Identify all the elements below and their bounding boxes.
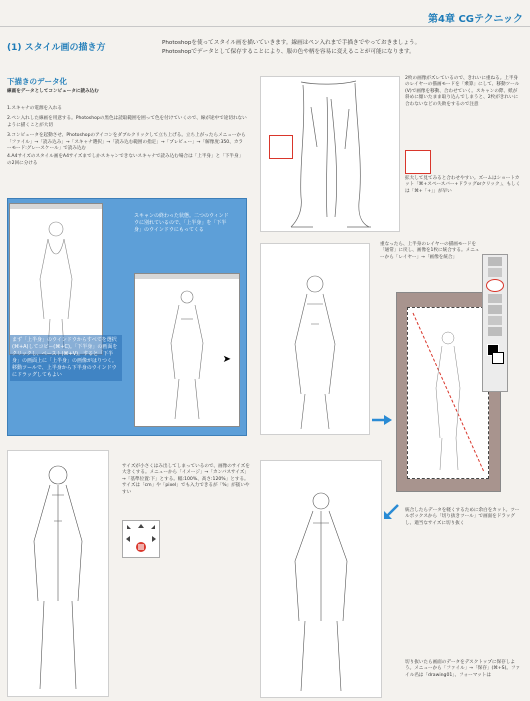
upper-body-window[interactable]: [9, 203, 103, 355]
red-selection-box: [269, 135, 293, 159]
scan-done-callout: スキャンの終わった状態。二つのウィンドウに別れているので、「上半身」を「下半身」のウインドウにもってくる: [134, 213, 229, 233]
arrow-right-icon: [372, 410, 392, 420]
tool-lasso-icon[interactable]: [488, 268, 502, 277]
merge-windows-callout: まず「上半身」のウインドウからすべてを選択(⌘+A)してコピー(⌘+C)。「下半身」の画面をクリックし、ペースト(⌘+V)。すると「下半身」の画面上に「上半身」の画像がはりつく。移動ツールで、上半身から下半身のウインドウにドラッグしてもよい: [10, 335, 122, 381]
tool-crop-icon[interactable]: [486, 279, 504, 292]
step-3: 3.コンピュータを起動させ、Photoshopのアイコンをダブルクリックして立ち上げる。立ち上がったらメニューから「ファイル」→「読み込み」→「スキャナ選択」→「読み込む範囲の指定」→「プレビュー」→「解像度:350、カラーモード:グレースケール」で読み込む: [7, 133, 246, 152]
upper-body-sketch: [10, 209, 102, 354]
zoom-detail-box: [405, 150, 431, 174]
section-number: (1): [7, 43, 22, 53]
tool-palette: [482, 254, 508, 392]
intro-line-2: Photoshopでデータとして保存することにより、服の色や柄を容易に変えることが可能になります。: [162, 48, 415, 55]
jacket-figure-sketch: [261, 461, 381, 697]
step-1: 1.スキャナの電源を入れる: [7, 106, 62, 111]
section-title-text: スタイル画の描き方: [24, 43, 106, 53]
jacket-figure-panel: [260, 460, 382, 698]
crop-inner: [407, 307, 489, 479]
intro-line-1: Photoshopを使ってスタイル画を描いていきます。線画はペン入れまで手描きでやっておきましょう。: [162, 40, 421, 46]
step-2: 2.ペン入れした線画を用意する。Photoshopの黒色は読取範囲を囲って色を付けていくので、線が途中で途切れないように描くことが大切: [7, 116, 247, 128]
lower-body-window[interactable]: [134, 273, 240, 427]
crop-note: 統合したらデータを軽くするために余白をカット。ツールボックスから「切り抜きツール」で画面をドラッグし、適当なサイズに切り抜く: [405, 508, 520, 526]
header-rule: [0, 26, 530, 27]
tool-move-icon[interactable]: [488, 257, 502, 266]
full-figure-panel: [7, 450, 109, 697]
tool-hand-icon[interactable]: [488, 327, 502, 336]
cursor-arrow-icon: ➤: [222, 354, 231, 365]
merged-figure-sketch: [261, 244, 369, 434]
section-intro: [162, 39, 522, 56]
crop-figure-sketch: [408, 308, 488, 478]
tool-eraser-icon[interactable]: [488, 305, 502, 314]
zoom-tip-note: 拡大して見てみると合わせやすい。ズームはショートカット「⌘+スペースバー+ドラッグorクリック」、もしくは「⌘+「+」」が早い: [405, 176, 521, 194]
section-title: [7, 40, 105, 53]
arrow-down-left-icon: [382, 503, 400, 521]
photoshop-screen: [7, 198, 247, 436]
save-note: 切り抜いたら画面のデータをデスクトップに保存しよう。メニューから「ファイル」→「保存」(⌘+S)。ファイル名は「drawing01」、フォーマットは: [405, 660, 521, 678]
steps-list: [7, 106, 247, 167]
full-figure-sketch: [8, 451, 108, 696]
merge-layers-note: 重なったら、上半身のレイヤーの描画モードを「通常」に戻し、画像を1枚に統合する。メニューから「レイヤー」→「画像を統合」: [380, 242, 480, 260]
anchor-grid[interactable]: [122, 520, 160, 558]
tool-type-icon[interactable]: [488, 316, 502, 325]
lower-body-sketch: [135, 279, 239, 426]
subsection-title: 下描きのデータ化: [7, 77, 67, 86]
subsection-lead: 線画をデータとしてコンピュータに読み込む: [7, 89, 99, 94]
pants-figure-panel: [260, 76, 400, 232]
offset-fix-note: 2枚の画像がズレているので、きれいに重ねる。上半身のレイヤーの描画モードを「乗算」にして、移動ツール(V)で画像を移動、合わせていく。スキャンの際、紙が斜めに傾いたまま取り込んでしまうと、2枚がきれいに合わないなどの失敗をするので注意: [405, 76, 520, 107]
tool-brush-icon[interactable]: [488, 294, 502, 303]
chapter-header: 第4章 CGテクニック: [428, 14, 523, 25]
canvas-size-note: サイズが小さくはみ出してしまっているので、画像のサイズを大きくする。メニューから「イメージ」→「カンバスサイズ」→「基準位置:下」とする。幅:100%、高さ:120%」とする。サイズは「cm」や「pixel」でも入力できるが「%」が扱いやすい: [122, 464, 250, 495]
step-4: 4.A4サイズのスタイル画をA4サイズまでしかスキャンできないスキャナで読み込む場合は「上半身」と「下半身」の2回に分ける: [7, 154, 244, 166]
merged-figure-panel: [260, 243, 370, 435]
background-color-swatch[interactable]: [492, 352, 504, 364]
